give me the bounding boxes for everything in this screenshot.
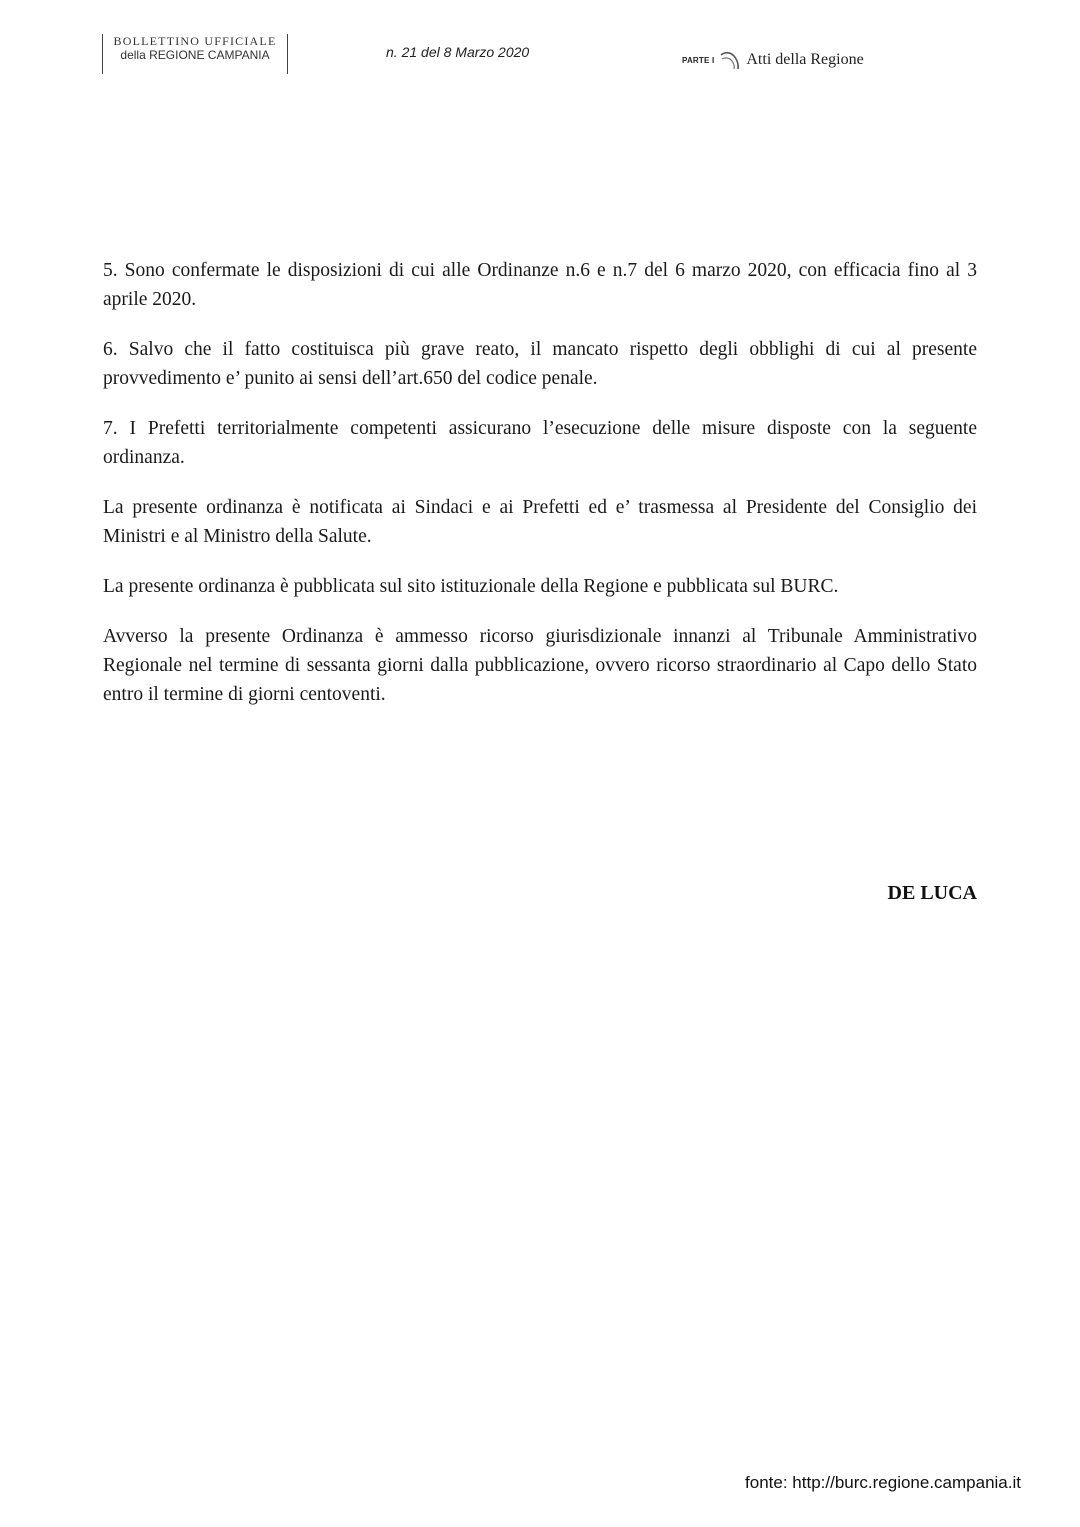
paragraph-7: 7. I Prefetti territorialmente competenti assicurano l’esecuzione delle misure disposte con la seguente ordinanza. — [103, 418, 977, 468]
part-label: PARTE I — [682, 55, 715, 65]
section-title: Atti della Regione — [746, 51, 864, 68]
source-note: fonte: http://burc.regione.campania.it — [745, 1473, 1021, 1492]
paragraph-notification: La presente ordinanza è notificata ai Sindaci e ai Prefetti ed e’ trasmessa al Presidente del Consiglio dei Ministri e al Ministro della Salute. — [103, 497, 977, 547]
masthead-subtitle: della REGIONE CAMPANIA — [120, 48, 270, 62]
issue-number: n. 21 del 8 Marzo 2020 — [386, 44, 530, 60]
paragraph-publication: La presente ordinanza è pubblicata sul sito istituzionale della Regione e pubblicata sul BURC. — [103, 576, 839, 597]
paragraph-5: 5. Sono confermate le disposizioni di cui alle Ordinanze n.6 e n.7 del 6 marzo 2020, con efficacia fino al 3 aprile 2020. — [103, 260, 977, 310]
paragraph-6: 6. Salvo che il fatto costituisca più grave reato, il mancato rispetto degli obblighi di cui al presente provvedimento e’ punito ai sensi dell’art.650 del codice penale. — [103, 339, 977, 389]
bulletin-masthead — [102, 34, 288, 74]
arc-logo-icon — [718, 48, 742, 72]
paragraph-appeal: Avverso la presente Ordinanza è ammesso ricorso giurisdizionale innanzi al Tribunale Amministrativo Regionale nel termine di sessanta giorni dalla pubblicazione, ovvero ricorso straordinario al Capo dello Stato entro il termine di giorni centoventi. — [103, 626, 977, 705]
ordinance-body — [103, 256, 977, 730]
signature: DE LUCA — [887, 882, 977, 904]
section-header — [682, 48, 864, 72]
masthead-title: BOLLETTINO UFFICIALE — [113, 34, 277, 48]
